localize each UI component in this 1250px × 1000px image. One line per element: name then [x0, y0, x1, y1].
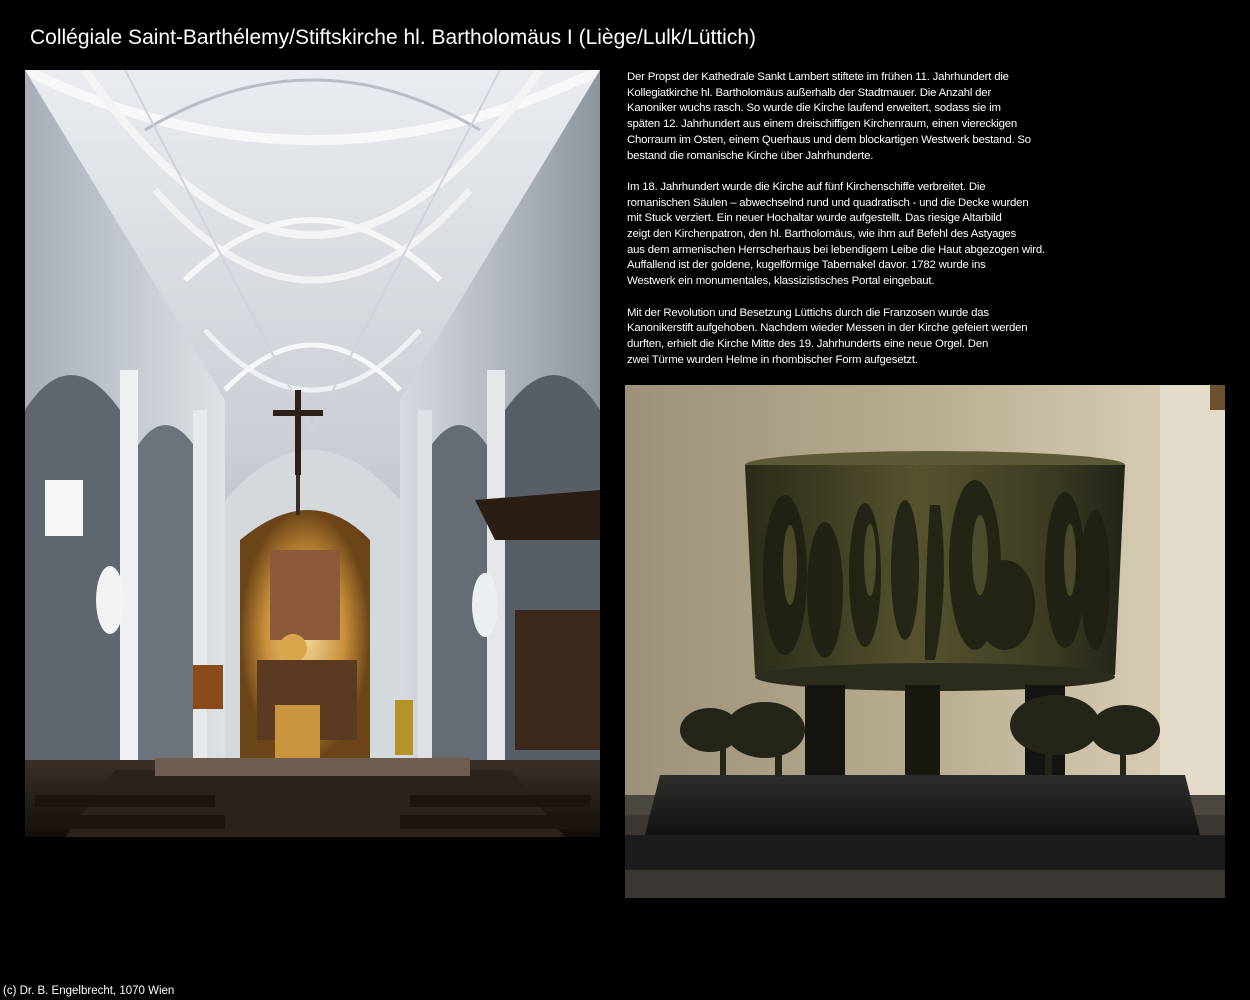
text-line: bestand die romanische Kirche über Jahrhunderte.: [627, 149, 874, 162]
baptismal-font-illustration: [625, 385, 1225, 898]
text-line: aus dem armenischen Herrscherhaus bei lebendigem Leibe die Haut abgezogen wird.: [627, 243, 1045, 256]
text-line: zeigt den Kirchenpatron, den hl. Bartholomäus, wie ihm auf Befehl des Astyages: [627, 228, 1017, 241]
article-paragraph-1: [627, 70, 1227, 164]
text-line: durften, erhielt die Kirche Mitte des 19. Jahrhunderts eine neue Orgel. Den: [627, 337, 989, 350]
text-line: zwei Türme wurden Helme in rhombischer Form aufgesetzt.: [627, 353, 918, 366]
text-line: Auffallend ist der goldene, kugelförmige Tabernakel davor. 1782 wurde ins: [627, 259, 986, 272]
text-line: mit Stuck verziert. Ein neuer Hochaltar wurde aufgestellt. Das riesige Altarbild: [627, 212, 1002, 225]
text-line: Mit der Revolution und Besetzung Lüttichs durch die Franzosen wurde das: [627, 306, 989, 319]
page-title: Collégiale Saint-Barthélemy/Stiftskirche hl. Bartholomäus I (Liège/Lulk/Lüttich): [30, 26, 757, 49]
text-line: Kanoniker wuchs rasch. So wurde die Kirche laufend erweitert, sodass sie im: [627, 102, 1001, 115]
text-line: Kollegiatkirche hl. Bartholomäus außerhalb der Stadtmauer. Die Anzahl der: [627, 86, 992, 99]
text-line: Der Propst der Kathedrale Sankt Lambert stiftete im frühen 11. Jahrhundert die: [627, 71, 1009, 83]
text-line: Im 18. Jahrhundert wurde die Kirche auf fünf Kirchenschiffe verbreitet. Die: [627, 180, 986, 193]
text-line: romanischen Säulen – abwechselnd rund und quadratisch - und die Decke wurden: [627, 196, 1029, 209]
church-interior-illustration: [25, 70, 600, 837]
copyright-notice: (c) Dr. B. Engelbrecht, 1070 Wien: [3, 985, 175, 997]
text-line: späten 12. Jahrhundert aus einem dreischiffigen Kirchenraum, einen viereckigen: [627, 118, 1018, 131]
article-paragraph-2: [627, 180, 1227, 290]
article-text: [627, 70, 1227, 384]
text-line: Chorraum im Osten, einem Querhaus und dem blockartigen Westwerk bestand. So: [627, 133, 1031, 146]
church-interior-photo: [25, 70, 600, 837]
article-paragraph-3: [627, 306, 1227, 369]
baptismal-font-photo: [625, 385, 1225, 898]
text-line: Westwerk ein monumentales, klassizistisches Portal eingebaut.: [627, 275, 935, 288]
text-line: Kanonikerstift aufgehoben. Nachdem wieder Messen in der Kirche gefeiert werden: [627, 322, 1028, 335]
